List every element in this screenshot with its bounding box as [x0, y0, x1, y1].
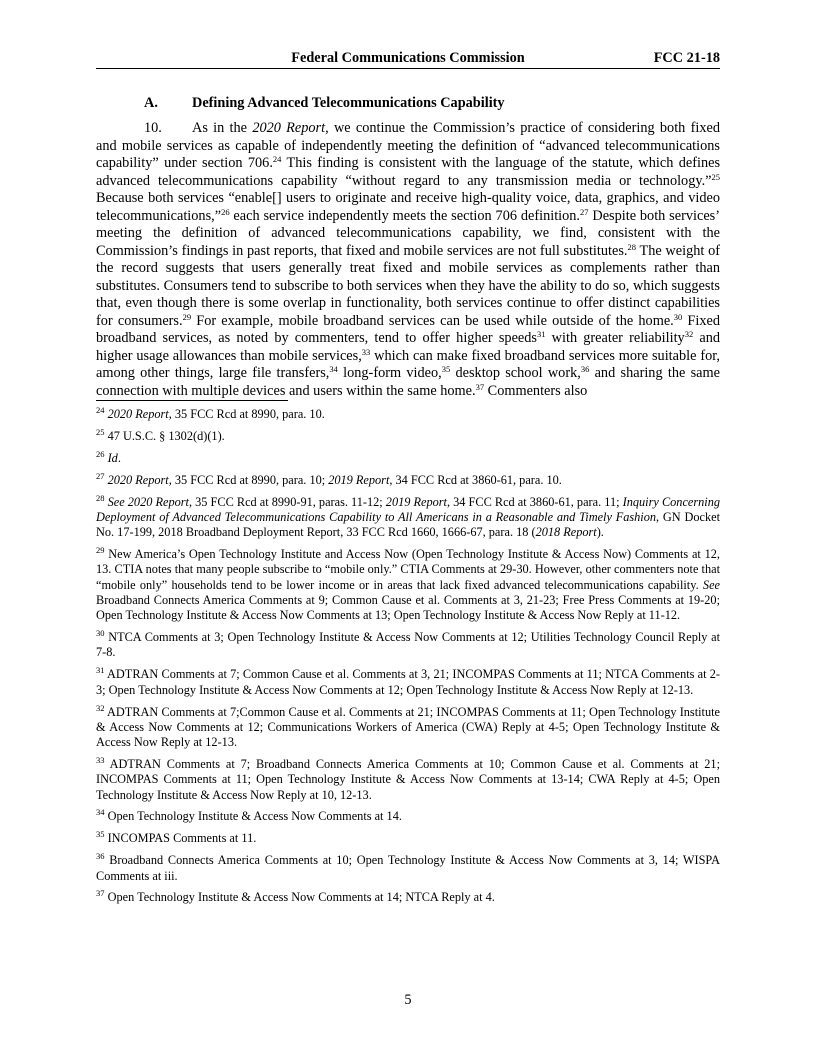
text-run: , 35 FCC Rcd at 8990, para. 10. — [168, 407, 325, 421]
italic-text: 2019 Report — [328, 472, 390, 487]
text-run: As in the — [192, 120, 253, 136]
footnote-ref: 32 — [684, 329, 694, 339]
footnote-30 — [96, 630, 720, 661]
footnote-ref: 33 — [361, 346, 371, 357]
footnotes — [96, 407, 720, 912]
text-run: , 34 FCC Rcd at 3860-61, para. 11; — [446, 494, 623, 509]
text-run: with greater reliability — [545, 330, 685, 346]
footnote-ref: 27 — [580, 206, 589, 217]
text-run: ADTRAN Comments at 7; Common Cause et al. Comments at 3, 21; INCOMPAS Comments at 11; NTCA Comments at 2-3; Open Technology Institute & Access Now Comments at 12; Open Technology Institute & Access Now Reply at 12-13. — [96, 667, 720, 697]
text-run: Open Technology Institute & Access Now Comments at 14. — [107, 809, 402, 824]
italic-text: 2020 Report — [252, 120, 326, 136]
italic-text: 2018 Report — [535, 525, 597, 540]
paragraph-number: 10. — [144, 120, 162, 136]
text-run: This finding is consistent with the language of the statute, which defines advanced telecommunications capability “without regard to any transmission media or technology.” — [96, 155, 721, 189]
footnote-number: 34 — [96, 807, 105, 818]
text-run: . — [117, 450, 121, 465]
footnote-35 — [96, 831, 720, 846]
footnote-31 — [96, 667, 720, 698]
footnote-ref: 25 — [711, 171, 720, 182]
text-run: and sharing the same connection with multiple devices and users within the same home. — [96, 365, 720, 399]
footnote-number: 33 — [96, 754, 105, 765]
text-run: and higher usage allowances than mobile services, — [96, 330, 721, 364]
text-run: Broadband Connects America Comments at 10; Open Technology Institute & Access Now Comments at 3, 14; WISPA Comments at iii. — [96, 853, 721, 883]
italic-text: Inquiry Concerning Deployment of Advanced Telecommunications Capability to All Americans in a Reasonable and Timely Fashion — [96, 494, 721, 524]
text-run: Despite both services’ meeting the definition of advanced telecommunications capability, we find, consistent with the Commission’s findings in past reports, that fixed and mobile services are not full substitutes. — [96, 207, 720, 259]
text-run: , we continue the Commission’s practice of considering both fixed and mobile services as capable of independently meeting the definition of “advanced telecommunications capability” under section 706. — [96, 120, 720, 171]
text-run: 47 U.S.C. § 1302(d)(1). — [107, 428, 225, 443]
footnote-28 — [96, 492, 721, 541]
footnote-number: 26 — [96, 448, 105, 459]
footnote-number: 31 — [96, 665, 105, 676]
footnote-36 — [96, 853, 720, 884]
text-run: , 34 FCC Rcd at 3860-61, para. 10. — [389, 472, 562, 487]
text-run: Fixed broadband services, as noted by commenters, tend to offer higher speeds — [96, 312, 720, 346]
page-number: 5 — [404, 992, 412, 1008]
italic-text: Id — [107, 450, 118, 465]
header-doc-id: FCC 21-18 — [653, 50, 720, 66]
footnote-ref: 30 — [673, 311, 683, 322]
footnote-ref: 24 — [272, 154, 282, 164]
footnote-number: 30 — [96, 628, 105, 639]
section-letter: A. — [144, 95, 158, 111]
footnote-number: 32 — [96, 702, 105, 713]
text-run: ADTRAN Comments at 7; Broadband Connects America Comments at 10; Common Cause et al. Comments at 21; INCOMPAS Comments at 11; Open Technology Institute & Access Now Comments at 13-14; CWA Reply at 4-5; Open Technology Institute & Access Now Reply at 10, 12-13. — [96, 756, 720, 802]
section-title: Defining Advanced Telecommunications Capability — [192, 95, 505, 111]
footnote-number: 37 — [96, 888, 105, 899]
italic-text: 2019 Report — [385, 494, 447, 509]
italic-text: See 2020 Report — [107, 494, 189, 509]
header-title: Federal Communications Commission — [291, 50, 525, 66]
paragraph-10 — [96, 120, 720, 400]
text-run: which can make fixed broadband services more suitable for, among other things, large file transfers, — [96, 347, 720, 381]
footnote-ref: 28 — [627, 241, 636, 252]
footnote-29 — [96, 547, 720, 623]
footnote-ref: 26 — [221, 206, 230, 217]
paragraph-body — [96, 120, 720, 399]
text-run: 35 FCC Rcd at 8990, para. 10; — [171, 472, 329, 487]
footnote-number: 29 — [96, 545, 105, 556]
text-run: Because both services “enable[] users to originate and receive high-quality voice, data, graphics, and video telecommunications,” — [96, 190, 720, 224]
text-run: New America’s Open Technology Institute and Access Now (Open Technology Institute & Access Now) Comments at 12, 13. CTIA notes that many people subscribe to “mobile only.” CTIA Comments at 29-30. However, other commenters note that “mobile only” households tend to be lower income or in areas that lack fixed advanced telecommunications capability. — [96, 547, 720, 592]
footnote-number: 28 — [96, 492, 105, 503]
footnote-37 — [96, 890, 720, 905]
footnote-ref: 36 — [580, 364, 590, 374]
footnote-34 — [96, 809, 720, 824]
footnote-number: 36 — [96, 851, 105, 862]
footnote-32 — [96, 702, 720, 751]
footnote-ref: 35 — [441, 364, 451, 374]
footnote-ref: 29 — [182, 311, 192, 322]
text-run: The weight of the record suggests that users generally treat fixed and mobile services as complements rather than substitutes. Consumers tend to subscribe to both services when they have the ability to do so, which suggests that, even though there is some overlap in functionality, both services continue to offer distinct capabilities for consumers. — [96, 242, 720, 329]
italic-text: See — [702, 577, 720, 592]
footnote-26 — [96, 448, 720, 466]
footnote-ref: 34 — [329, 364, 338, 374]
text-run: INCOMPAS Comments at 11. — [107, 831, 257, 846]
text-run: long-form video, — [337, 365, 442, 381]
text-run: , 35 FCC Rcd at 8990-91, paras. 11-12; — [188, 494, 386, 509]
footnote-ref: 37 — [475, 381, 485, 392]
text-run: , GN Docket No. 17-199, 2018 Broadband Deployment Report, 33 FCC Rcd 1660, 1666-67, para. 18 ( — [96, 509, 720, 540]
text-run: Broadband Connects America Comments at 9; Common Cause et al. Comments at 3, 21-23; Free Press Comments at 19-20; Open Technology Institute & Access Now Comments at 13; Open Technology Institute & Access Now Reply at 11-12. — [96, 592, 720, 623]
text-run: desktop school work, — [450, 365, 581, 381]
text-run: ). — [596, 525, 604, 540]
text-run: Open Technology Institute & Access Now Comments at 14; NTCA Reply at 4. — [107, 890, 495, 905]
footnote-separator — [96, 400, 288, 401]
footnote-27 — [96, 470, 720, 488]
text-run: ADTRAN Comments at 7;Common Cause et al. Comments at 21; INCOMPAS Comments at 11; Open Technology Institute & Access Now Comments at 12; Communications Workers of America (CWA) Reply at 4-5; Open Technology Institute & Access Now Reply at 12-13. — [96, 704, 720, 750]
footnote-number: 35 — [96, 829, 105, 840]
footnote-25 — [96, 426, 720, 444]
running-header — [96, 49, 720, 69]
text-run: each service independently meets the section 706 definition. — [229, 207, 581, 224]
section-heading — [144, 95, 505, 112]
footnote-number: 24 — [96, 405, 105, 415]
footnote-ref: 31 — [537, 329, 546, 339]
text-run: Commenters also — [484, 382, 588, 399]
text-run: For example, mobile broadband services can be used while outside of the home. — [191, 312, 674, 329]
footnote-number: 25 — [96, 426, 105, 437]
italic-text: 2020 Report, — [107, 472, 172, 487]
italic-text: 2020 Report — [107, 407, 169, 421]
footnote-24 — [96, 407, 720, 422]
footnote-33 — [96, 754, 720, 803]
footnote-number: 27 — [96, 470, 105, 481]
text-run: NTCA Comments at 3; Open Technology Institute & Access Now Comments at 12; Utilities Technology Council Reply at 7-8. — [96, 630, 720, 660]
